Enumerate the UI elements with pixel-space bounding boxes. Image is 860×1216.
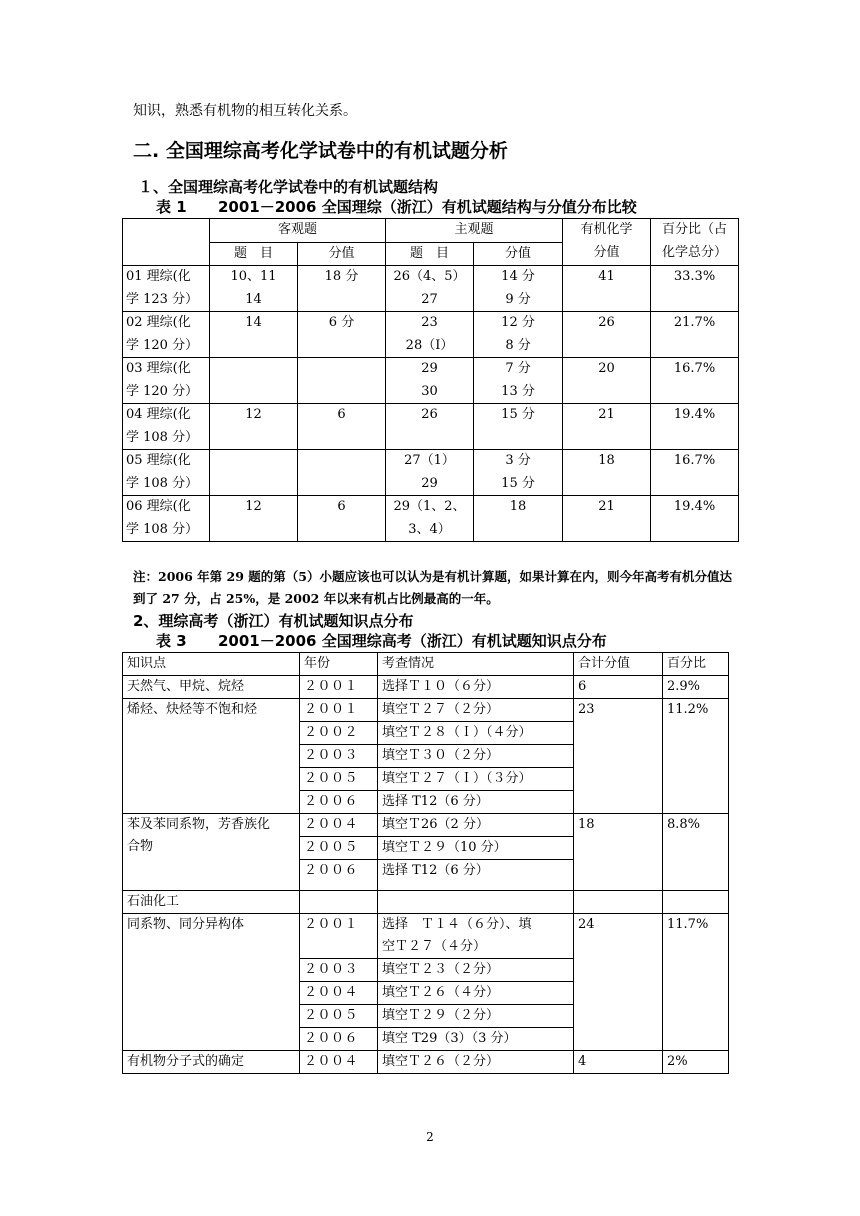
- row-label-line: 02 理综(化: [126, 315, 191, 330]
- detail-cell-line: 填空Ｔ２７（Ｉ）（３分）: [382, 771, 532, 786]
- subjective-score-line: 14 分: [501, 269, 535, 284]
- year-cell-line: ２００６: [304, 794, 359, 809]
- year-cell: [300, 768, 378, 791]
- detail-cell-line: 填空Ｔ２９（10 分）: [382, 840, 507, 855]
- topic-cell: [123, 676, 300, 699]
- topic-cell: [123, 914, 300, 1051]
- year-cell: [300, 1028, 378, 1051]
- header-subjective: [386, 219, 563, 243]
- detail-cell-line: 填空 T29（3）（3 分）: [382, 1031, 517, 1046]
- detail-cell-line: 填空Ｔ２６（２分）: [382, 1054, 500, 1069]
- header-percent: [651, 219, 739, 266]
- table3-row: [123, 676, 729, 699]
- subsection-title-2: 2、理综高考（浙江）有机试题知识点分布: [133, 612, 414, 630]
- row-label-line: 学 108 分）: [126, 475, 199, 491]
- intro-text: 知识，熟悉有机物的相互转化关系。: [133, 103, 357, 119]
- total-cell: [574, 699, 663, 814]
- year-cell-line: ２００４: [304, 985, 359, 1000]
- subjective-question-line: 30: [421, 383, 438, 399]
- organic-total-line: 20: [598, 361, 615, 376]
- subjective-question: [386, 496, 474, 542]
- total-cell-line: 23: [578, 702, 595, 717]
- detail-cell-line: 选择 T12（6 分）: [382, 863, 489, 878]
- header-percent-line: 百分比（占: [662, 222, 728, 237]
- organic-total-line: 21: [598, 407, 615, 422]
- percent-cell-line: 2%: [667, 1054, 688, 1069]
- objective-score: [298, 450, 386, 496]
- row-label: [123, 312, 210, 358]
- row-label-line: 05 理综(化: [126, 453, 191, 468]
- objective-question: [210, 358, 298, 404]
- subjective-score: [474, 312, 563, 358]
- detail-cell: [378, 1005, 574, 1028]
- year-cell-line: ２００６: [304, 1031, 359, 1046]
- year-cell-line: ２００１: [304, 917, 359, 932]
- subjective-question-line: 27: [421, 291, 438, 307]
- subjective-score-line: 13 分: [501, 383, 535, 399]
- header-total: [574, 653, 663, 676]
- detail-cell: [378, 982, 574, 1005]
- page-number: 2: [426, 1130, 434, 1144]
- percent-cell: [663, 699, 729, 814]
- subjective-score-line: 15 分: [501, 475, 535, 491]
- header-total-line: 合计分值: [578, 656, 631, 671]
- row-label-line: 04 理综(化: [126, 407, 191, 422]
- row-label: [123, 358, 210, 404]
- objective-question-line: 14: [245, 315, 262, 330]
- objective-score-line: 6 分: [328, 315, 355, 330]
- header-year: [300, 653, 378, 676]
- header-topic: [123, 653, 300, 676]
- subjective-score-line: 3 分: [505, 453, 531, 468]
- detail-cell: [378, 699, 574, 722]
- row-label-line: 学 120 分）: [126, 383, 199, 399]
- detail-cell: [378, 745, 574, 768]
- subjective-question-line: 28（I）: [405, 337, 454, 353]
- organic-total-line: 41: [598, 269, 615, 284]
- total-cell-line: 6: [578, 679, 587, 694]
- table3-header-row: [123, 653, 729, 676]
- percent-line: 33.3%: [673, 269, 716, 284]
- table3-row: [123, 814, 729, 837]
- table3-row: [123, 914, 729, 959]
- year-cell: [300, 891, 378, 914]
- table3: [122, 652, 729, 1074]
- organic-total: [563, 266, 651, 312]
- year-cell: [300, 676, 378, 699]
- topic-cell-line: 同系物、同分异构体: [127, 917, 245, 932]
- subjective-question-line: 26: [421, 407, 438, 422]
- detail-cell: [378, 891, 574, 914]
- detail-cell-line: 选择 Ｔ１４（６分）、填: [382, 917, 532, 932]
- table1: [122, 218, 739, 542]
- subjective-score-line: 7 分: [505, 361, 531, 376]
- topic-cell: [123, 814, 300, 891]
- table1-row: [123, 450, 739, 496]
- detail-cell: [378, 791, 574, 814]
- header-objective-line: 客观题: [278, 222, 318, 237]
- header-organic-score-line: 分值: [593, 244, 620, 260]
- objective-score: [298, 266, 386, 312]
- header-subjective-question: [386, 242, 474, 266]
- row-label-line: 01 理综(化: [126, 269, 191, 284]
- detail-cell-line: 填空Ｔ２７（２分）: [382, 702, 500, 717]
- subjective-score-line: 8 分: [505, 337, 531, 353]
- year-cell-line: ２００２: [304, 725, 359, 740]
- detail-cell: [378, 914, 574, 959]
- year-cell-line: ２００５: [304, 1008, 359, 1023]
- year-cell: [300, 745, 378, 768]
- year-cell-line: ２００１: [304, 702, 359, 717]
- year-cell: [300, 982, 378, 1005]
- detail-cell: [378, 860, 574, 891]
- detail-cell: [378, 676, 574, 699]
- year-cell-line: ２００４: [304, 1054, 359, 1069]
- table1-row: [123, 358, 739, 404]
- objective-question-line: 12: [245, 499, 262, 514]
- header-objective-score: [298, 242, 386, 266]
- organic-total: [563, 358, 651, 404]
- header-topic-line: 知识点: [127, 656, 167, 671]
- percent-cell-line: 11.7%: [667, 917, 709, 932]
- percent: [651, 312, 739, 358]
- table3-row: [123, 891, 729, 914]
- subjective-score-line: 12 分: [501, 315, 535, 330]
- header-organic-score-line: 有机化学: [580, 222, 633, 237]
- table1-row: [123, 404, 739, 450]
- subjective-score: [474, 266, 563, 312]
- percent-cell: [663, 814, 729, 891]
- table1-caption: 表 1 2001－2006 全国理综（浙江）有机试题结构与分值分布比较: [156, 198, 637, 216]
- detail-cell-line: 填空Ｔ２６（４分）: [382, 985, 500, 1000]
- subjective-score-line: 9 分: [505, 291, 531, 307]
- year-cell-line: ２００５: [304, 771, 359, 786]
- objective-question: [210, 404, 298, 450]
- subjective-question-line: 27（1）: [404, 453, 455, 468]
- year-cell: [300, 722, 378, 745]
- topic-cell-line: 天然气、甲烷、烷烃: [127, 679, 245, 694]
- percent-cell: [663, 891, 729, 914]
- table3-row: [123, 1051, 729, 1074]
- row-label-line: 学 123 分）: [126, 291, 199, 307]
- year-cell: [300, 699, 378, 722]
- subjective-score-line: 15 分: [501, 407, 535, 422]
- organic-total: [563, 450, 651, 496]
- detail-cell: [378, 837, 574, 860]
- objective-score: [298, 312, 386, 358]
- header-detail: [378, 653, 574, 676]
- organic-total: [563, 312, 651, 358]
- subjective-score: [474, 496, 563, 542]
- detail-cell: [378, 814, 574, 837]
- detail-cell: [378, 768, 574, 791]
- header-subjective-line: 主观题: [454, 222, 494, 237]
- percent-line: 21.7%: [673, 315, 716, 330]
- total-cell: [574, 676, 663, 699]
- year-cell: [300, 860, 378, 891]
- topic-cell: [123, 1051, 300, 1074]
- detail-cell-line: 空Ｔ２７（４分）: [382, 939, 487, 954]
- table1-corner-cell: [123, 219, 210, 266]
- organic-total: [563, 496, 651, 542]
- subjective-question: [386, 450, 474, 496]
- total-cell: [574, 891, 663, 914]
- row-label-line: 学 108 分）: [126, 429, 199, 445]
- detail-cell: [378, 1051, 574, 1074]
- percent-line: 19.4%: [673, 499, 716, 514]
- percent-cell-line: 11.2%: [667, 702, 709, 717]
- objective-question: [210, 312, 298, 358]
- year-cell-line: ２００３: [304, 962, 359, 977]
- subjective-question-line: 29（1、2、: [393, 499, 466, 514]
- year-cell: [300, 837, 378, 860]
- section-title: 二. 全国理综高考化学试卷中的有机试题分析: [133, 140, 508, 162]
- subjective-question-line: 23: [421, 315, 438, 330]
- subjective-score: [474, 450, 563, 496]
- row-label-line: 学 108 分）: [126, 521, 199, 537]
- subjective-question: [386, 312, 474, 358]
- detail-cell-line: 选择 T12（6 分）: [382, 794, 489, 809]
- objective-score-line: 6: [337, 499, 346, 514]
- row-label: [123, 450, 210, 496]
- topic-cell-line: 烯烃、炔烃等不饱和烃: [127, 702, 258, 717]
- topic-cell-line: 石油化工: [127, 894, 180, 909]
- percent: [651, 404, 739, 450]
- topic-cell-line: 苯及苯同系物，芳香族化: [127, 817, 271, 832]
- objective-question: [210, 266, 298, 312]
- objective-question: [210, 496, 298, 542]
- detail-cell: [378, 1028, 574, 1051]
- percent: [651, 358, 739, 404]
- row-label: [123, 266, 210, 312]
- year-cell-line: ２００１: [304, 679, 359, 694]
- row-label-line: 学 120 分）: [126, 337, 199, 353]
- table3-row: [123, 699, 729, 722]
- percent: [651, 496, 739, 542]
- table1-row: [123, 312, 739, 358]
- year-cell: [300, 959, 378, 982]
- detail-cell: [378, 722, 574, 745]
- table3-caption: 表 3 2001－2006 全国理综高考（浙江）有机试题知识点分布: [156, 632, 607, 650]
- header-year-line: 年份: [304, 656, 331, 671]
- subjective-question-line: 3、4）: [408, 521, 451, 537]
- detail-cell-line: 填空Ｔ２８（Ｉ）（４分）: [382, 725, 532, 740]
- organic-total-line: 26: [598, 315, 615, 330]
- objective-score: [298, 358, 386, 404]
- subjective-score: [474, 358, 563, 404]
- subsection-title-1: １、全国理综高考化学试卷中的有机试题结构: [138, 178, 439, 196]
- objective-question-line: 14: [245, 291, 262, 307]
- subjective-question-line: 26（4、5）: [393, 269, 466, 284]
- header-percent-line: 化学总分）: [662, 244, 728, 260]
- organic-total-line: 21: [598, 499, 615, 514]
- row-label: [123, 404, 210, 450]
- year-cell: [300, 814, 378, 837]
- topic-cell: [123, 699, 300, 814]
- percent-line: 16.7%: [673, 453, 716, 468]
- total-cell: [574, 1051, 663, 1074]
- percent: [651, 450, 739, 496]
- header-organic-score: [563, 219, 651, 266]
- header-percent-line: 百分比: [667, 656, 707, 671]
- total-cell-line: 24: [578, 917, 595, 932]
- topic-cell: [123, 891, 300, 914]
- header-objective-question-line: 题 目: [233, 245, 273, 261]
- percent: [651, 266, 739, 312]
- subjective-question: [386, 404, 474, 450]
- header-objective-question: [210, 242, 298, 266]
- total-cell-line: 18: [578, 817, 595, 832]
- detail-cell-line: 填空Ｔ26（2 分）: [382, 817, 489, 832]
- subjective-score: [474, 404, 563, 450]
- percent-cell-line: 2.9%: [667, 679, 701, 694]
- percent-cell-line: 8.8%: [667, 817, 701, 832]
- subjective-question-line: 29: [421, 361, 438, 376]
- objective-score-line: 6: [337, 407, 346, 422]
- detail-cell-line: 填空Ｔ２９（２分）: [382, 1008, 500, 1023]
- topic-cell-line: 有机物分子式的确定: [127, 1054, 245, 1069]
- subjective-question: [386, 358, 474, 404]
- table1-row: [123, 496, 739, 542]
- year-cell: [300, 791, 378, 814]
- year-cell-line: ２００４: [304, 817, 359, 832]
- header-objective-score-line: 分值: [328, 245, 355, 261]
- objective-question-line: 10、11: [230, 269, 277, 284]
- subjective-score-line: 18: [509, 499, 527, 514]
- objective-question: [210, 450, 298, 496]
- objective-question-line: 12: [245, 407, 262, 422]
- table1-row: [123, 266, 739, 312]
- subjective-question: [386, 266, 474, 312]
- year-cell-line: ２００５: [304, 840, 359, 855]
- year-cell-line: ２００６: [304, 863, 359, 878]
- total-cell: [574, 914, 663, 1051]
- row-label-line: 03 理综(化: [126, 361, 191, 376]
- objective-score: [298, 496, 386, 542]
- topic-cell-line: 合物: [127, 839, 154, 854]
- row-label-line: 06 理综(化: [126, 499, 191, 514]
- objective-score-line: 18 分: [324, 269, 359, 284]
- year-cell: [300, 1005, 378, 1028]
- header-detail-line: 考查情况: [382, 656, 435, 671]
- percent-line: 16.7%: [673, 361, 716, 376]
- detail-cell-line: 填空Ｔ３０（２分）: [382, 748, 500, 763]
- year-cell: [300, 1051, 378, 1074]
- percent-line: 19.4%: [673, 407, 716, 422]
- header-subjective-score-line: 分值: [505, 245, 532, 261]
- organic-total-line: 18: [598, 453, 615, 468]
- detail-cell-line: 填空Ｔ２３（２分）: [382, 962, 500, 977]
- header-percent: [663, 653, 729, 676]
- table1-header-row: [123, 219, 739, 243]
- subjective-question-line: 29: [421, 475, 438, 491]
- header-objective: [210, 219, 386, 243]
- row-label: [123, 496, 210, 542]
- header-subjective-question-line: 题 目: [410, 245, 450, 261]
- organic-total: [563, 404, 651, 450]
- note-text: 注：2006 年第 29 题的第（5）小题应该也可以认为是有机计算题，如果计算在内，则今年高考有机分值达到了 27 分，占 25%，是 2002 年以来有机占比例最高的一年。: [133, 569, 732, 606]
- percent-cell: [663, 1051, 729, 1074]
- header-subjective-score: [474, 242, 563, 266]
- total-cell-line: 4: [578, 1054, 587, 1069]
- percent-cell: [663, 676, 729, 699]
- year-cell: [300, 914, 378, 959]
- detail-cell-line: 选择Ｔ１０（６分）: [382, 679, 500, 694]
- objective-score: [298, 404, 386, 450]
- percent-cell: [663, 914, 729, 1051]
- detail-cell: [378, 959, 574, 982]
- year-cell-line: ２００３: [304, 748, 359, 763]
- total-cell: [574, 814, 663, 891]
